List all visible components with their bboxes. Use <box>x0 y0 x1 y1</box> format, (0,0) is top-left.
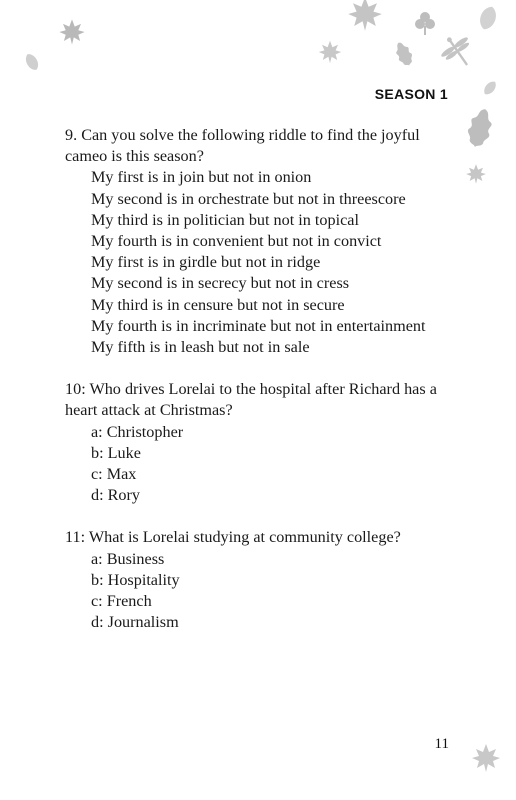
riddle-line: My third is in censure but not in secure <box>91 295 345 314</box>
page-number: 11 <box>434 736 449 752</box>
maple-leaf-icon <box>466 164 486 184</box>
riddle-line: My second is in orchestrate but not in threescore <box>91 189 406 208</box>
answer-option: a: Business <box>91 549 165 568</box>
maple-leaf-icon <box>466 738 506 778</box>
section-title: SEASON 1 <box>374 86 448 102</box>
maple-leaf-icon <box>59 19 84 44</box>
riddle-line: My fourth is in incriminate but not in entertainment <box>91 316 426 335</box>
riddle-line: My fifth is in leash but not in sale <box>91 338 310 357</box>
leaf-icon <box>477 4 499 32</box>
maple-leaf-icon <box>319 41 341 63</box>
answer-option: c: Max <box>91 465 137 484</box>
answer-option: b: Luke <box>91 443 141 462</box>
question-11 <box>65 527 460 633</box>
clover-icon <box>415 12 435 35</box>
riddle-line: My second is in secrecy but not in cress <box>91 274 350 293</box>
riddle-lines <box>65 167 460 358</box>
answer-options <box>65 422 460 507</box>
oak-leaf-icon <box>392 40 415 69</box>
riddle-line: My fourth is in convenient but not in convict <box>91 232 382 251</box>
riddle-line: My third is in politician but not in topical <box>91 210 359 229</box>
question-9 <box>65 125 460 358</box>
question-text: 10: Who drives Lorelai to the hospital after Richard has a heart attack at Christmas? <box>65 380 437 420</box>
leaf-icon <box>481 79 498 97</box>
answer-option: d: Rory <box>91 486 141 505</box>
leaf-icon <box>23 52 41 73</box>
riddle-line: My first is in join but not in onion <box>91 168 312 187</box>
riddle-line: My first is in girdle but not in ridge <box>91 253 321 272</box>
maple-leaf-icon <box>348 0 382 31</box>
dragonfly-icon <box>435 29 480 75</box>
answer-option: b: Hospitality <box>91 570 180 589</box>
answer-option: a: Christopher <box>91 422 184 441</box>
answer-options <box>65 549 460 634</box>
answer-option: d: Journalism <box>91 613 179 632</box>
question-text: 9. Can you solve the following riddle to find the joyful cameo is this season? <box>65 126 420 166</box>
answer-option: c: French <box>91 592 152 611</box>
oak-leaf-icon <box>464 106 495 150</box>
question-10 <box>65 379 460 506</box>
quiz-content <box>65 125 460 654</box>
question-text: 11: What is Lorelai studying at community college? <box>65 528 401 547</box>
